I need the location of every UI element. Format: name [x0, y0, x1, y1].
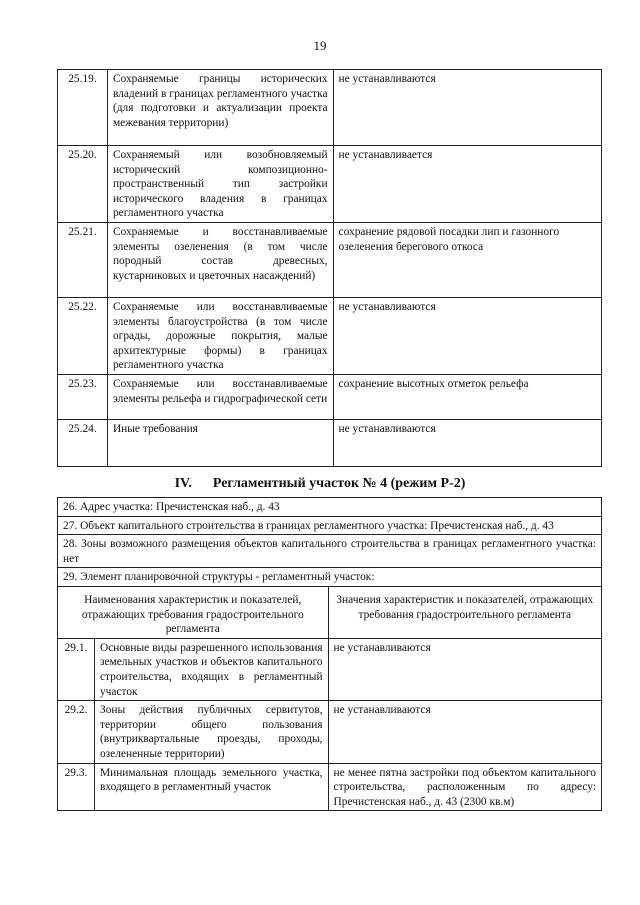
characteristic-name: Зоны действия публичных сервитутов, территории общего пользования (внутриквартальные проезды, проходы, озелененные территории) [94, 701, 328, 763]
regulation-table-section-4 [57, 497, 602, 811]
header-row [58, 586, 602, 638]
table-row [58, 222, 602, 297]
table-row [58, 763, 602, 811]
characteristic-name: Сохраняемый или возобновляемый исторический композиционно-пространственный тип застройки исторического владения в границах регламентного участка [107, 146, 333, 223]
characteristic-value: не устанавливаются [333, 297, 601, 374]
characteristic-value: сохранение высотных отметок рельефа [333, 374, 601, 419]
planning-element-row: 29. Элемент планировочной структуры - регламентный участок: [58, 568, 602, 587]
page-number: 19 [313, 38, 327, 53]
address-row: 26. Адрес участка: Пречистенская наб., д. 43 [58, 498, 602, 517]
characteristic-name: Сохраняемые или восстанавливаемые элементы благоустройства (в том числе ограды, дорожные покрытия, малые архитектурные формы) в границах регламентного участка [107, 297, 333, 374]
row-number: 29.3. [58, 763, 95, 811]
row-number: 25.23. [58, 374, 108, 419]
info-row [58, 498, 602, 517]
table-row [58, 297, 602, 374]
characteristic-name: Сохраняемые и восстанавливаемые элементы озеленения (в том числе породный состав древесных, кустарниковых и цветочных насаждений) [107, 222, 333, 297]
characteristic-name: Сохраняемые границы исторических владений в границах регламентного участка (для подготовки и актуализации проекта межевания территории) [107, 70, 333, 146]
section-title: Регламентный участок № 4 (режим Р-2) [212, 476, 466, 491]
characteristic-name: Основные виды разрешенного использования земельных участков и объектов капитального строительства, входящих в регламентный участок [94, 638, 328, 700]
table-row [58, 374, 602, 419]
section-heading [0, 476, 640, 492]
info-row [58, 516, 602, 535]
row-number: 25.24. [58, 419, 108, 466]
characteristic-name: Иные требования [107, 419, 333, 466]
characteristic-value: не устанавливаются [328, 701, 601, 763]
row-number: 25.19. [58, 70, 108, 146]
section-numeral: IV. [174, 476, 192, 491]
row-number: 29.1. [58, 638, 95, 700]
characteristic-value: не менее пятна застройки под объектом капитального строительства, расположенным по адресу: Пречистенская наб., д. 43 (2300 кв.м) [328, 763, 601, 811]
regulation-table-continued [57, 69, 602, 467]
table-row [58, 70, 602, 146]
table-row [58, 146, 602, 223]
table-row [58, 419, 602, 466]
characteristic-value: не устанавливаются [333, 70, 601, 146]
characteristic-value: не устанавливаются [333, 419, 601, 466]
info-row [58, 535, 602, 568]
characteristic-value: не устанавливается [333, 146, 601, 223]
table-row [58, 701, 602, 763]
table-row [58, 638, 602, 700]
info-row [58, 568, 602, 587]
characteristic-name: Минимальная площадь земельного участка, входящего в регламентный участок [94, 763, 328, 811]
capital-object-row: 27. Объект капитального строительства в границах регламентного участка: Пречистенская наб., д. 43 [58, 516, 602, 535]
row-number: 25.21. [58, 222, 108, 297]
header-values: Значения характеристик и показателей, отражающих требования градостроительного регламента [328, 586, 601, 638]
characteristic-value: не устанавливаются [328, 638, 601, 700]
row-number: 25.20. [58, 146, 108, 223]
row-number: 29.2. [58, 701, 95, 763]
header-names: Наименования характеристик и показателей, отражающих требования градостроительного регламента [58, 586, 329, 638]
placement-zones-row: 28. Зоны возможного размещения объектов капитального строительства в границах регламентного участка: нет [58, 535, 602, 568]
characteristic-name: Сохраняемые или восстанавливаемые элементы рельефа и гидрографической сети [107, 374, 333, 419]
row-number: 25.22. [58, 297, 108, 374]
characteristic-value: сохранение рядовой посадки лип и газонного озеленения берегового откоса [333, 222, 601, 297]
